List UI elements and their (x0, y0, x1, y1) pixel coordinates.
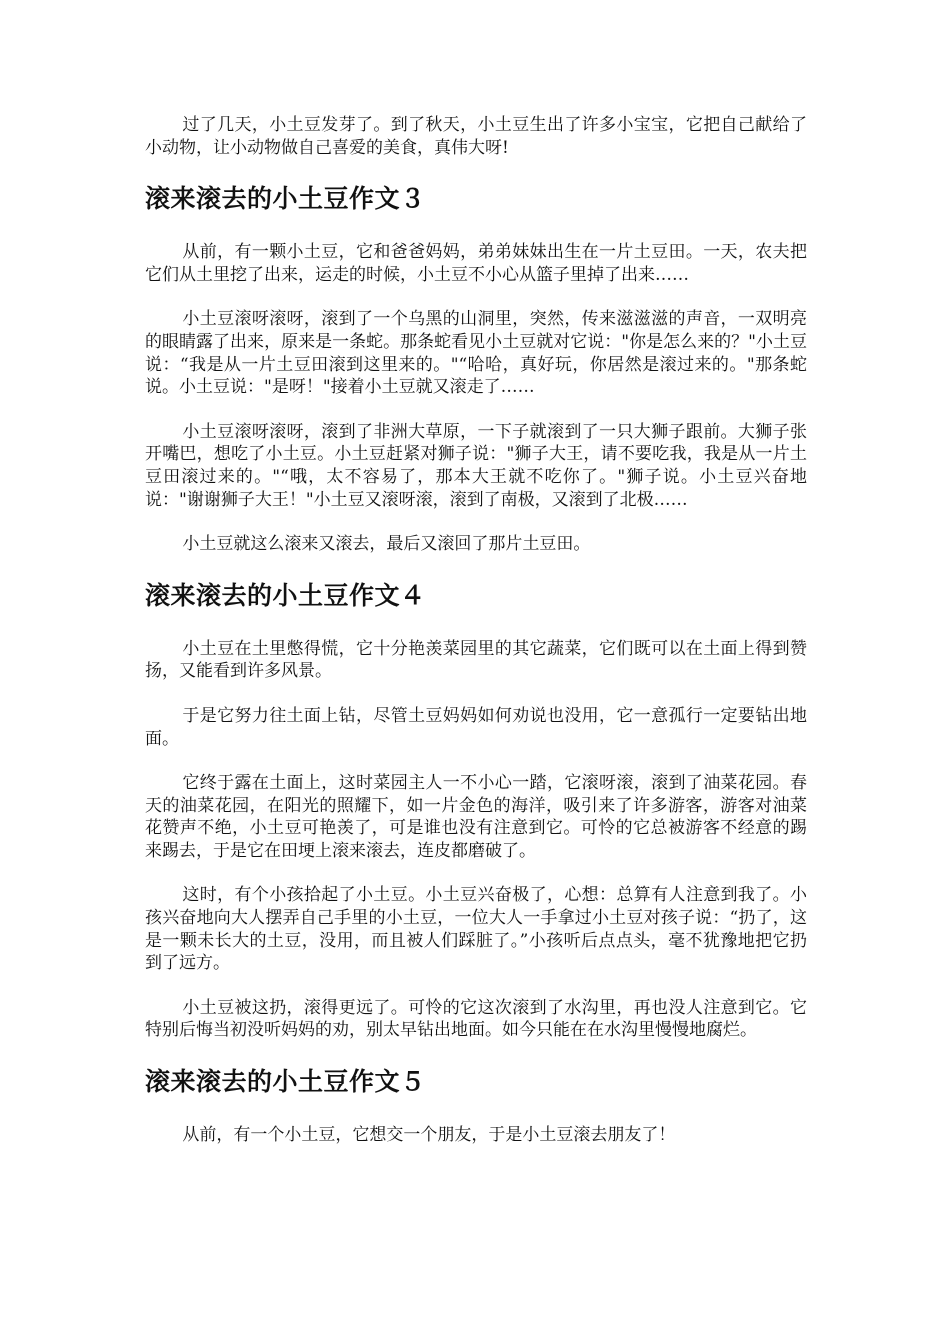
paragraph: 它终于露在土面上，这时菜园主人一不小心一踏，它滚呀滚，滚到了油菜花园。春天的油菜花园，在阳光的照耀下，如一片金色的海洋，吸引来了许多游客，游客对油菜花赞声不绝，小土豆可艳羡了，可是谁也没有注意到它。可怜的它总被游客不经意的踢来踢去，于是它在田埂上滚来滚去，连皮都磨破了。 (145, 773, 807, 861)
document-page (145, 114, 807, 1169)
section-title: 滚来滚去的小土豆作文５ (145, 1067, 426, 1097)
paragraph: 小土豆滚呀滚呀，滚到了一个乌黑的山洞里，突然，传来滋滋滋的声音，一双明亮的眼睛露了出来，原来是一条蛇。那条蛇看见小土豆就对它说："你是怎么来的？"小土豆说：“我是从一片土豆田滚到这里来的。"“哈哈，真好玩，你居然是滚过来的。"那条蛇说。小土豆说："是呀！"接着小土豆就又滚走了…… (145, 309, 807, 398)
section-title: 滚来滚去的小土豆作文４ (145, 580, 426, 610)
paragraph: 小土豆滚呀滚呀，滚到了非洲大草原，一下子就滚到了一只大狮子跟前。大狮子张开嘴巴，想吃了小土豆。小土豆赶紧对狮子说："狮子大王，请不要吃我，我是从一片土豆田滚过来的。"“哦，太不容易了，那本大王就不吃你了。"狮子说。小土豆兴奋地说："谢谢狮子大王！"小土豆又滚呀滚，滚到了南极，又滚到了北极…… (145, 421, 807, 510)
paragraph: 小土豆被这扔，滚得更远了。可怜的它这次滚到了水沟里，再也没人注意到它。它特别后悔当初没听妈妈的劝，别太早钻出地面。如今只能在在水沟里慢慢地腐烂。 (145, 997, 807, 1041)
intro-paragraph: 过了几天，小土豆发芽了。到了秋天，小土豆生出了许多小宝宝，它把自己献给了小动物，让小动物做自己喜爱的美食，真伟大呀! (145, 115, 807, 158)
essay-section-4 (145, 578, 807, 1042)
paragraph: 于是它努力往土面上钻，尽管土豆妈妈如何劝说也没用，它一意孤行一定要钻出地面。 (145, 705, 807, 749)
essay-section-5 (145, 1064, 807, 1147)
paragraph: 这时，有个小孩拾起了小土豆。小土豆兴奋极了，心想：总算有人注意到我了。小孩兴奋地向大人摆弄自己手里的小土豆，一位大人一手拿过小土豆对孩子说：“扔了，这是一颗未长大的土豆，没用，而且被人们踩脏了。”小孩听后点点头，毫不犹豫地把它扔到了远方。 (145, 885, 807, 974)
paragraph: 小土豆就这么滚来又滚去，最后又滚回了那片土豆田。 (182, 534, 591, 555)
section-title: 滚来滚去的小土豆作文３ (145, 184, 426, 214)
paragraph: 从前，有一颗小土豆，它和爸爸妈妈，弟弟妹妹出生在一片土豆田。一天，农夫把它们从土里挖了出来，运走的时候，小土豆不小心从篮子里掉了出来…… (145, 242, 807, 285)
paragraph: 小土豆在土里憋得慌，它十分艳羡菜园里的其它蔬菜，它们既可以在土面上得到赞扬，又能看到许多风景。 (145, 638, 807, 682)
essay-section-3 (145, 181, 807, 556)
paragraph: 从前，有一个小土豆，它想交一个朋友，于是小土豆滚去朋友了！ (182, 1125, 676, 1146)
